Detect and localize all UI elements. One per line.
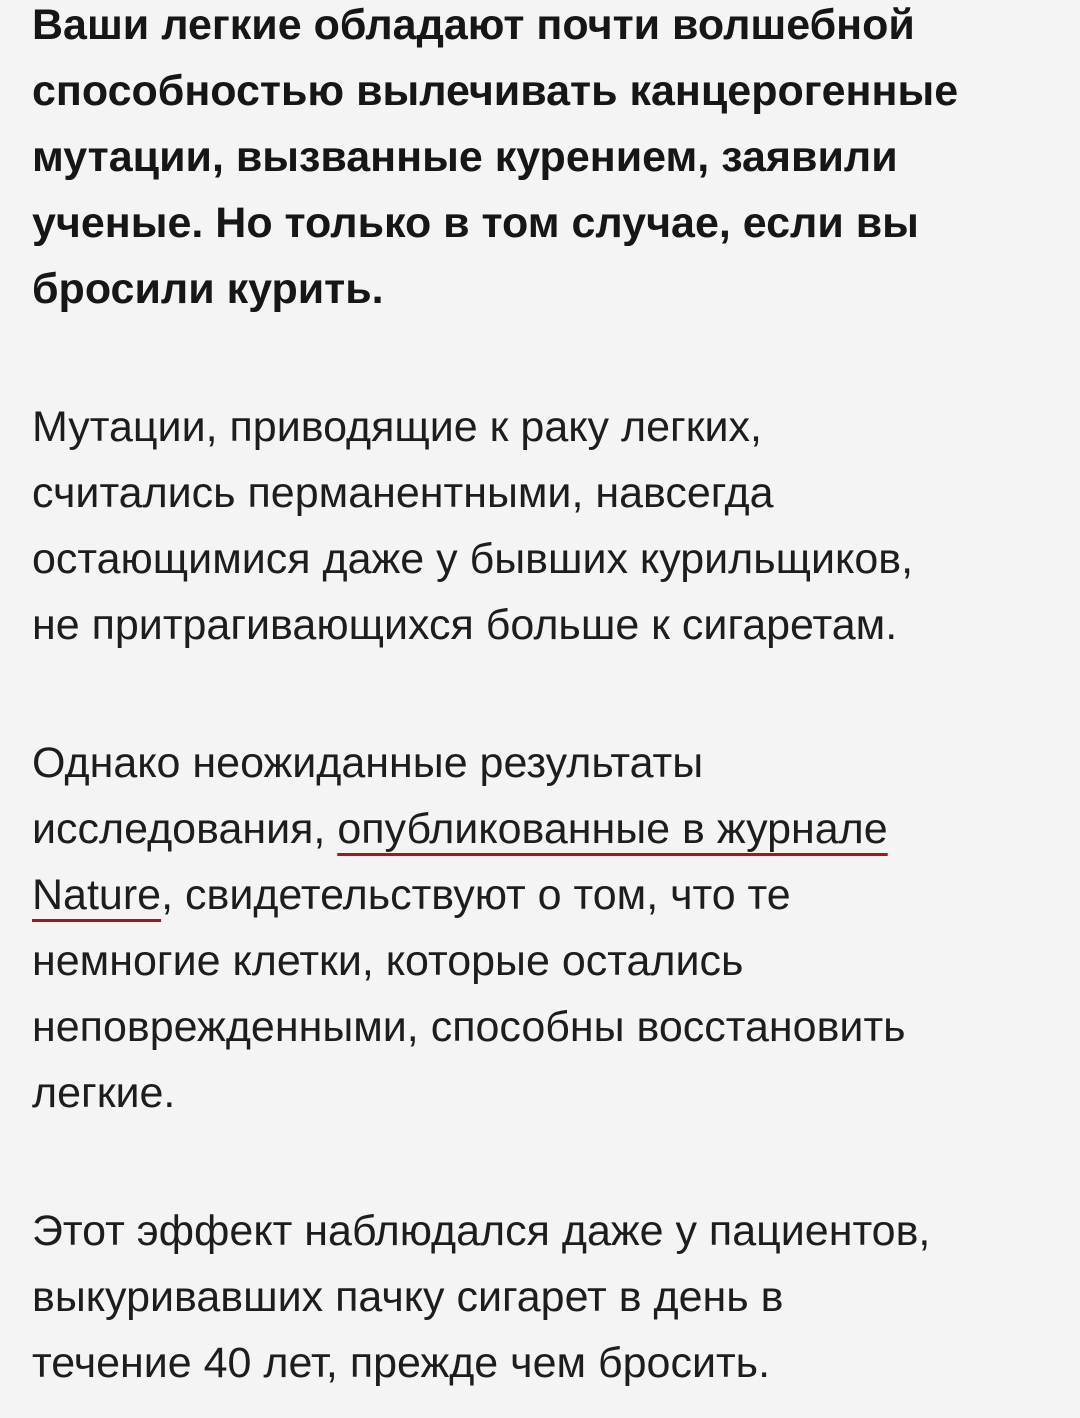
body-line: неповрежденными, способны восстановить: [32, 1003, 906, 1051]
body-line: Этот эффект наблюдался даже у пациентов,: [32, 1207, 931, 1255]
lead-line: ученые. Но только в том случае, если вы: [32, 199, 919, 247]
nature-journal-link[interactable]: Nature: [32, 871, 162, 919]
paragraph-mutations: [32, 394, 1062, 658]
lead-paragraph: [32, 0, 1062, 322]
lead-line: способностью вылечивать канцерогенные: [32, 67, 959, 115]
paragraph-study: [32, 730, 1062, 1126]
body-line: Мутации, приводящие к раку легких,: [32, 403, 762, 451]
body-line: течение 40 лет, прежде чем бросить.: [32, 1339, 771, 1387]
body-line: легкие.: [32, 1069, 176, 1117]
body-line: [32, 862, 1062, 928]
body-line: [32, 796, 1062, 862]
lead-line: мутации, вызванные курением, заявили: [32, 133, 898, 181]
body-text: исследования,: [32, 805, 338, 853]
body-text: , свидетельствуют о том, что те: [161, 871, 791, 919]
body-line: выкуривавших пачку сигарет в день в: [32, 1273, 784, 1321]
paragraph-effect: [32, 1198, 1062, 1396]
body-line: не притрагивающихся больше к сигаретам.: [32, 601, 898, 649]
body-line: считались перманентными, навсегда: [32, 469, 774, 517]
lead-line: Ваши легкие обладают почти волшебной: [32, 1, 915, 49]
body-line: немногие клетки, которые остались: [32, 937, 744, 985]
body-line: остающимися даже у бывших курильщиков,: [32, 535, 914, 583]
nature-journal-link[interactable]: опубликованные в журнале: [337, 805, 888, 853]
lead-line: бросили курить.: [32, 265, 384, 313]
body-line: Однако неожиданные результаты: [32, 739, 704, 787]
